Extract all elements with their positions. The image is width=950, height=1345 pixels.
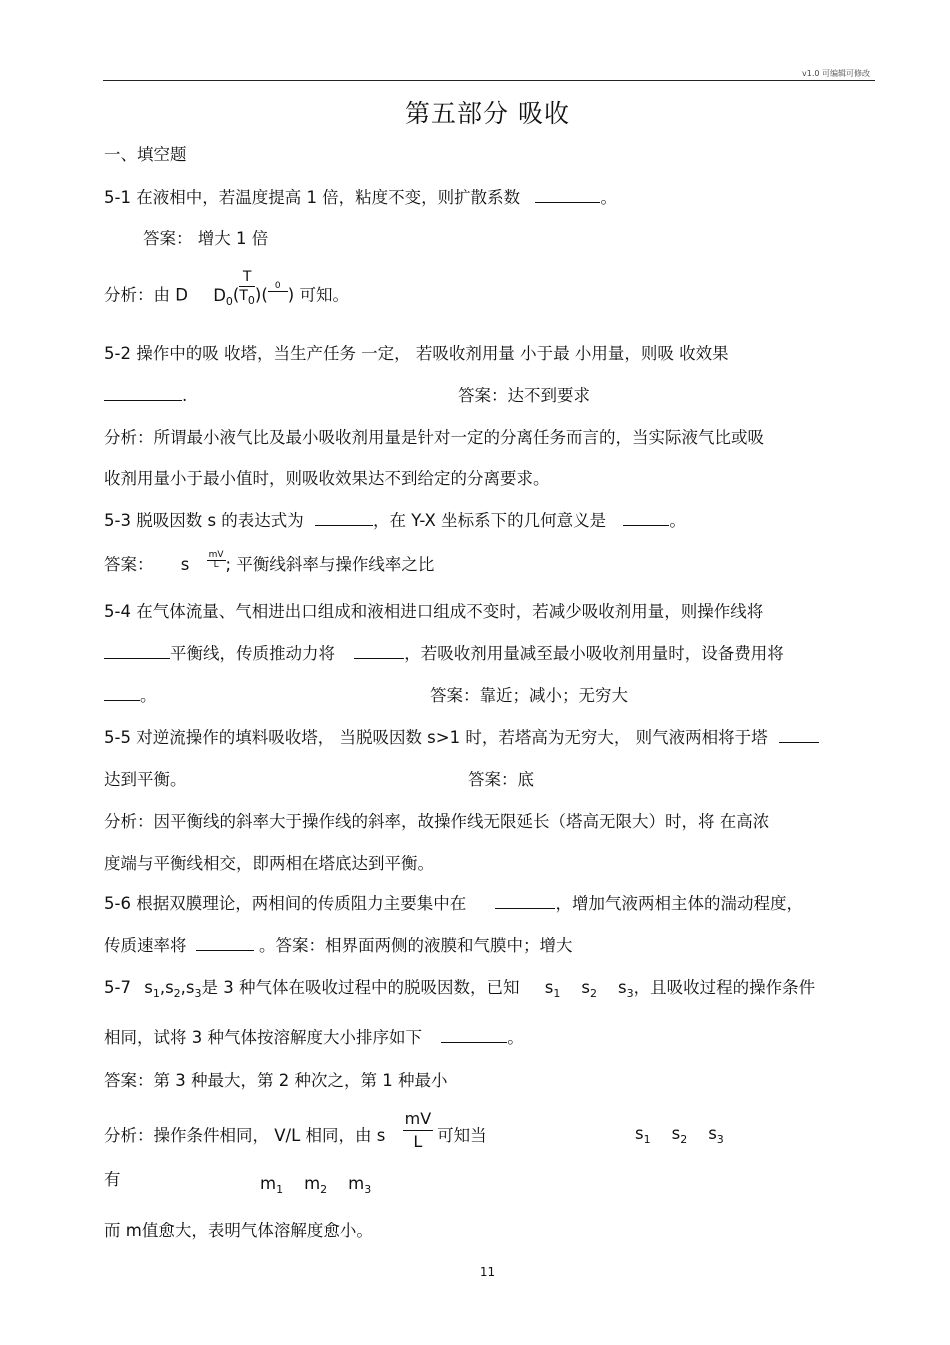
q7-m1: m bbox=[260, 1174, 277, 1193]
q7-m3: m bbox=[348, 1174, 365, 1193]
q1-mu-den bbox=[268, 292, 288, 302]
q1-t0-letter: T bbox=[239, 288, 248, 304]
q6-text-c: 传质速率将 bbox=[104, 936, 187, 955]
q3-answer-label: 答案： bbox=[104, 555, 154, 574]
section-heading: 一、填空题 bbox=[104, 145, 187, 164]
q7-line1 bbox=[104, 977, 815, 1005]
q4-text-b: ，若吸收剂用量减至最小吸收剂用量时，设备费用将 bbox=[404, 644, 784, 663]
q5-line1 bbox=[104, 727, 819, 749]
q2-line1: 5-2 操作中的吸 收塔，当生产任务 一定， 若吸收剂用量 小于最 小用量，则吸 收效果 bbox=[104, 344, 729, 363]
q6-blank-2 bbox=[196, 935, 254, 951]
q7-m-order bbox=[260, 1173, 371, 1201]
q1-mu-num: 0 bbox=[268, 281, 288, 292]
q4-blank-2 bbox=[354, 643, 404, 659]
q1-blank bbox=[535, 187, 600, 203]
q7-number: 5-7 bbox=[104, 978, 131, 997]
q3-text-b: ，在 Y-X 坐标系下的几何意义是 bbox=[373, 511, 607, 530]
q1-end: 。 bbox=[600, 188, 617, 207]
q7-o1: s bbox=[635, 1124, 644, 1143]
page-number: 11 bbox=[479, 1265, 496, 1279]
q7-o2: s bbox=[671, 1124, 681, 1143]
q1-t-den bbox=[239, 287, 255, 310]
q7-o1-sub: 1 bbox=[643, 1133, 651, 1146]
q7-m2-sub: 2 bbox=[320, 1183, 328, 1196]
q1-t-fraction bbox=[239, 268, 255, 310]
q7-s-order bbox=[635, 1123, 724, 1151]
q1-d0-letter: D bbox=[213, 285, 226, 305]
q5-line2: 达到平衡。 bbox=[104, 770, 187, 789]
q7-s2-sub: 2 bbox=[173, 987, 181, 1000]
q3-blank-2 bbox=[623, 510, 669, 526]
q2-analysis-1: 分析：所谓最小液气比及最小吸收剂用量是针对一定的分离任务而言的，当实际液气比或吸 bbox=[104, 428, 764, 447]
q7-m1-sub: 1 bbox=[276, 1183, 284, 1196]
q4-line2 bbox=[104, 643, 784, 665]
q3-answer-text: ; 平衡线斜率与操作线率之比 bbox=[225, 555, 435, 574]
q2-answer: 答案：达不到要求 bbox=[458, 386, 590, 405]
q7-k1-sub: 1 bbox=[553, 987, 561, 1000]
q6-line2 bbox=[104, 935, 573, 957]
q6-text-b: ，增加气液两相主体的湍动程度， bbox=[555, 894, 803, 913]
q1-line bbox=[104, 187, 617, 209]
q7-s-list: $s_1,s_2,s_3$ bbox=[144, 978, 202, 1000]
q7-fraction bbox=[403, 1108, 434, 1153]
q7-s1: s bbox=[144, 978, 153, 997]
q1-analysis: 分析：由 D $D_0$( $\frac{T}{T_0}$ )( 0 ) 可知。 bbox=[104, 282, 349, 313]
q2-dot: . bbox=[182, 386, 188, 405]
q7-s-known bbox=[544, 978, 634, 1000]
q7-m2: m bbox=[304, 1174, 321, 1193]
q7-analysis bbox=[104, 1109, 487, 1153]
q5-analysis-2: 度端与平衡线相交，即两相在塔底达到平衡。 bbox=[104, 854, 434, 873]
q7-analysis-post: 可知当 bbox=[437, 1126, 487, 1145]
q3-answer bbox=[104, 550, 435, 576]
q5-text: 5-5 对逆流操作的填料吸收塔， 当脱吸因数 s>1 时，若塔高为无穷大， 则气液两相将于塔 bbox=[104, 728, 768, 747]
q4-answer: 答案：靠近；减小；无穷大 bbox=[430, 686, 628, 705]
q7-answer: 答案：第 3 种最大，第 2 种次之，第 1 种最小 bbox=[104, 1071, 448, 1090]
q7-k2: s bbox=[581, 978, 590, 997]
version-label: v1.0 可编辑可修改 bbox=[802, 69, 870, 78]
q3-end: 。 bbox=[669, 511, 686, 530]
q7-last: 而 m值愈大，表明气体溶解度愈小。 bbox=[104, 1221, 373, 1240]
q7-text-c: 相同，试将 3 种气体按溶解度大小排序如下 bbox=[104, 1028, 422, 1047]
q7-text-a: 是 3 种气体在吸收过程中的脱吸因数，已知 bbox=[201, 978, 520, 997]
q4-blank-3 bbox=[104, 685, 140, 701]
q7-o2-sub: 2 bbox=[680, 1133, 688, 1146]
q5-analysis-1: 分析：因平衡线的斜率大于操作线的斜率，故操作线无限延长（塔高无限大）时，将 在高浓 bbox=[104, 812, 770, 831]
q3-fraction-num: mV bbox=[208, 550, 224, 560]
q7-s3-sub: 3 bbox=[194, 987, 202, 1000]
q6-text-d: 。答案：相界面两侧的液膜和气膜中；增大 bbox=[259, 936, 573, 955]
q7-analysis-pre: 分析：操作条件相同， V/L 相同，由 s bbox=[104, 1126, 386, 1145]
page-title: 第五部分 吸收 bbox=[405, 99, 570, 128]
q7-fraction-den: L bbox=[413, 1132, 423, 1151]
q7-k1: s bbox=[544, 978, 554, 997]
q4-blank-1 bbox=[104, 643, 170, 659]
q1-t-num: T bbox=[239, 268, 255, 287]
q1-analysis-pre: 分析：由 D bbox=[104, 285, 188, 305]
q5-answer: 答案：底 bbox=[468, 770, 534, 789]
q7-blank bbox=[441, 1027, 507, 1043]
q2-analysis-2: 收剂用量小于最小值时，则吸收效果达不到给定的分离要求。 bbox=[104, 469, 550, 488]
q7-o3-sub: 3 bbox=[716, 1133, 724, 1146]
q3-blank-1 bbox=[315, 510, 373, 526]
q7-m3-sub: 3 bbox=[364, 1183, 372, 1196]
q6-text-a: 5-6 根据双膜理论，两相间的传质阻力主要集中在 bbox=[104, 894, 467, 913]
q7-s3: s bbox=[185, 978, 195, 997]
q5-blank bbox=[779, 727, 819, 743]
q4-line1: 5-4 在气体流量、气相进出口组成和液相进口组成不变时，若减少吸收剂用量，则操作线将 bbox=[104, 602, 764, 621]
q1-d0-sub: 0 bbox=[225, 294, 233, 308]
q7-line2 bbox=[104, 1027, 524, 1049]
header-rule bbox=[103, 80, 875, 81]
q1-analysis-post: ) 可知。 bbox=[287, 285, 349, 305]
q7-you: 有 bbox=[104, 1170, 121, 1189]
q3-s-symbol: s bbox=[180, 555, 190, 574]
q7-text-b: ，且吸收过程的操作条件 bbox=[633, 978, 816, 997]
q3-text-a: 5-3 脱吸因数 s 的表达式为 bbox=[104, 511, 304, 530]
q7-end: 。 bbox=[507, 1028, 524, 1047]
q7-s1-sub: 1 bbox=[152, 987, 160, 1000]
q1-d0 bbox=[213, 285, 233, 308]
q7-fraction-num: mV bbox=[403, 1108, 434, 1131]
q6-blank-1 bbox=[495, 893, 555, 909]
q2-line2 bbox=[104, 385, 187, 407]
q7-s2: s bbox=[165, 978, 174, 997]
q3-line bbox=[104, 510, 686, 532]
q3-fraction bbox=[207, 551, 226, 570]
q2-blank bbox=[104, 385, 182, 401]
q1-t0-sub: 0 bbox=[247, 294, 255, 307]
q7-k3: s bbox=[617, 978, 627, 997]
q7-o3: s bbox=[708, 1124, 717, 1143]
q4-line3 bbox=[104, 685, 157, 707]
q4-text-a: 平衡线，传质推动力将 bbox=[170, 644, 335, 663]
q1-text: 5-1 在液相中，若温度提高 1 倍，粘度不变，则扩散系数 bbox=[104, 188, 521, 207]
q7-k2-sub: 2 bbox=[589, 987, 597, 1000]
q4-end: 。 bbox=[140, 686, 157, 705]
q6-line1 bbox=[104, 893, 803, 915]
q1-mu-fraction bbox=[268, 281, 288, 302]
q1-answer: 答案： 增大 1 倍 bbox=[143, 229, 269, 248]
q3-fraction-den: L bbox=[213, 560, 219, 570]
q7-k3-sub: 3 bbox=[626, 987, 634, 1000]
